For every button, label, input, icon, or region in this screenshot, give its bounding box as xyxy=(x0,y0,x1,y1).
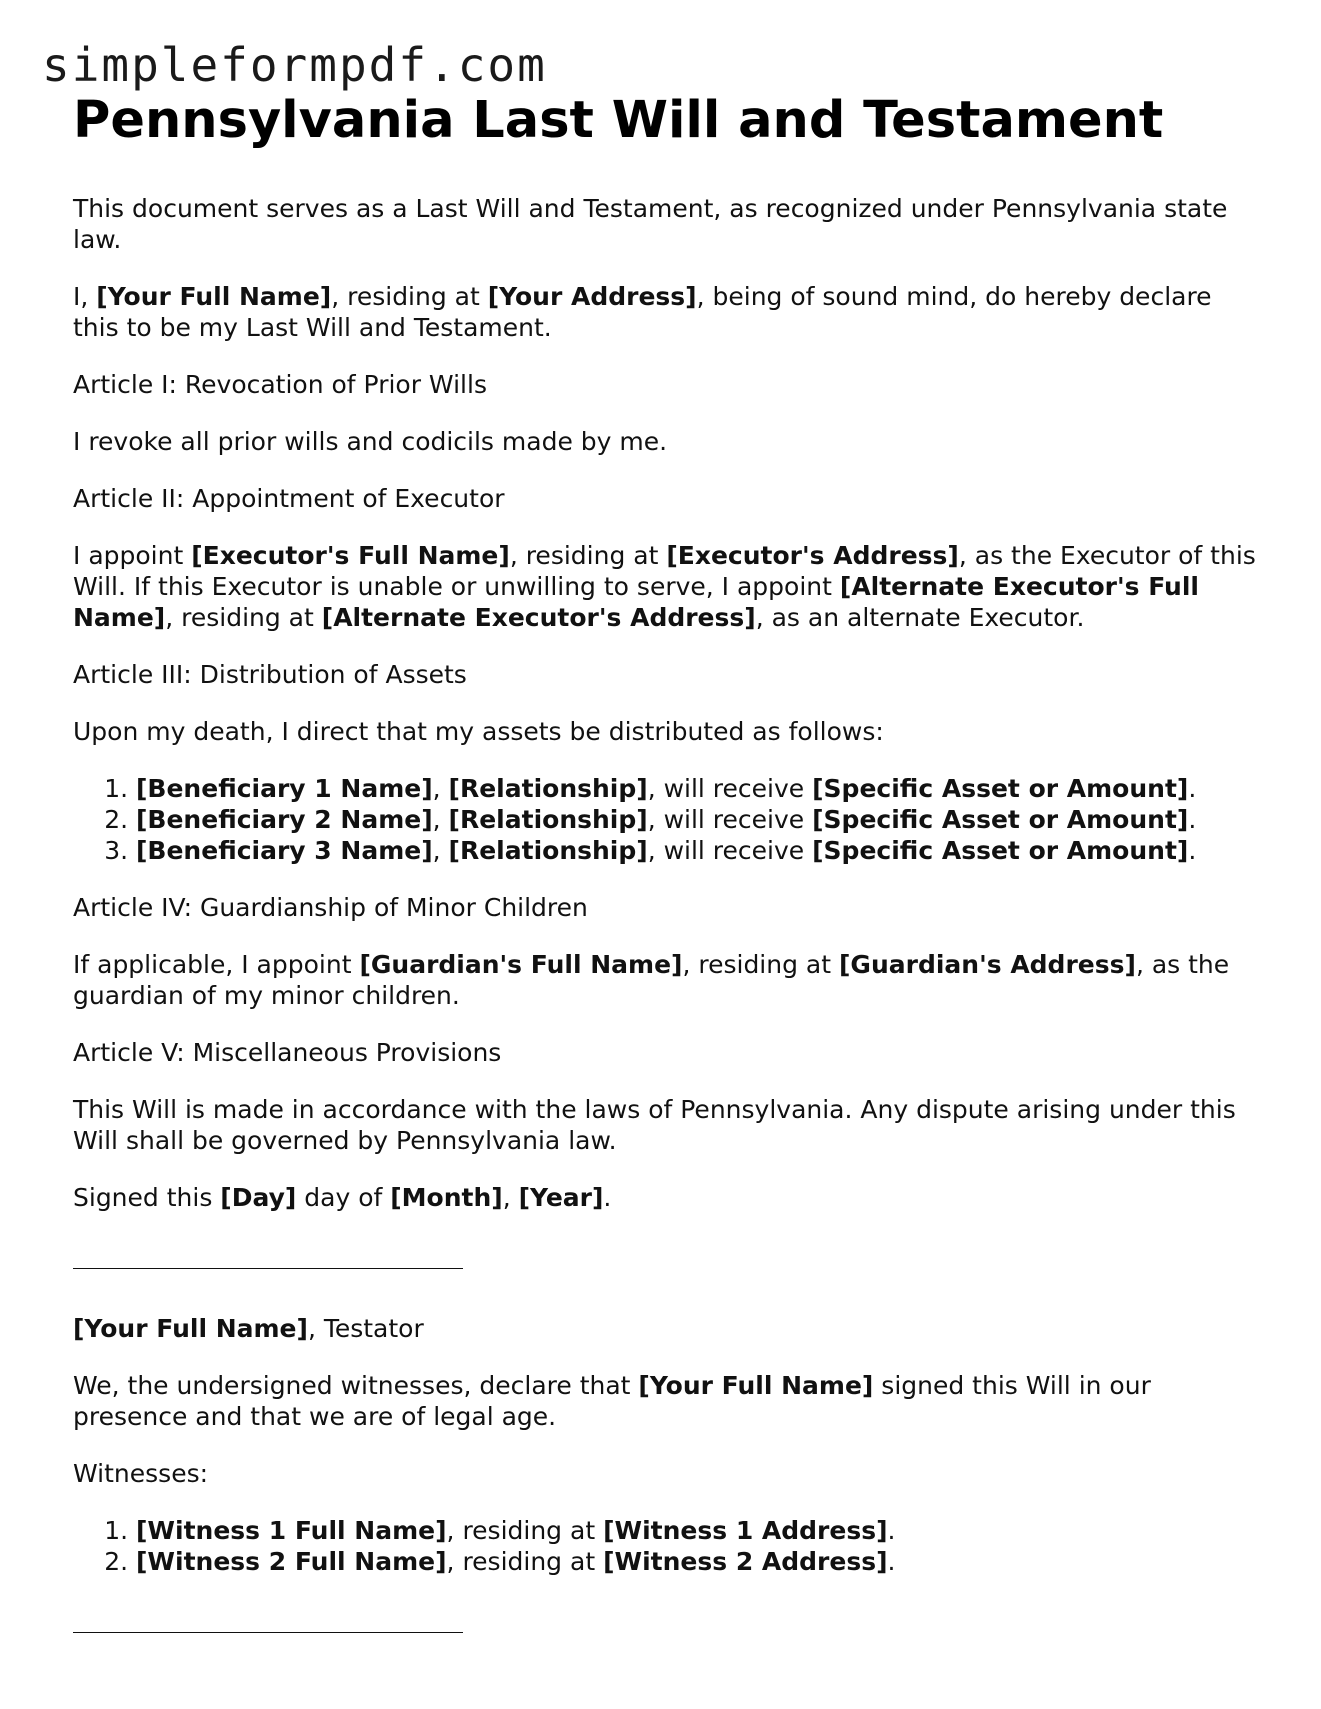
executor-name-placeholder: [Executor's Full Name] xyxy=(191,540,510,570)
article-5-text: This Will is made in accordance with the laws of Pennsylvania. Any dispute arising under this Will shall be governed by Pennsylvania law. xyxy=(73,1094,1236,1155)
list-item: 1. [Witness 1 Full Name], residing at [Witness 1 Address]. xyxy=(136,1515,1263,1546)
list-item: 2. [Beneficiary 2 Name], [Relationship], will receive [Specific Asset or Amount]. xyxy=(136,804,1263,835)
testator-signature-line[interactable] xyxy=(73,1251,463,1269)
page-title: Pennsylvania Last Will and Testament xyxy=(73,91,1164,150)
article-4-heading: Article IV: Guardianship of Minor Children xyxy=(73,892,588,922)
witness-declaration: We, the undersigned witnesses, declare that [Your Full Name] signed this Will in our presence and that we are of legal age. xyxy=(73,1370,1151,1431)
alternate-executor-address-placeholder: [Alternate Executor's Address] xyxy=(321,602,756,632)
witnesses-heading: Witnesses: xyxy=(73,1458,209,1488)
article-3-intro: Upon my death, I direct that my assets be distributed as follows: xyxy=(73,716,884,746)
signed-date-line: Signed this [Day] day of [Month], [Year]. xyxy=(73,1182,612,1212)
day-placeholder: [Day] xyxy=(220,1182,297,1212)
executor-address-placeholder: [Executor's Address] xyxy=(666,540,959,570)
beneficiary-list xyxy=(73,773,1263,866)
guardian-name-placeholder: [Guardian's Full Name] xyxy=(359,949,683,979)
month-placeholder: [Month] xyxy=(390,1182,503,1212)
alternate-executor-name-placeholder: [Alternate Executor's Full Name] xyxy=(73,571,1199,632)
list-item: 3. [Beneficiary 3 Name], [Relationship], will receive [Specific Asset or Amount]. xyxy=(136,835,1263,866)
article-5-heading: Article V: Miscellaneous Provisions xyxy=(73,1037,502,1067)
guardian-address-placeholder: [Guardian's Address] xyxy=(839,949,1136,979)
witness-signature-line[interactable] xyxy=(73,1615,463,1633)
site-watermark: simpleformpdf.com xyxy=(42,38,547,92)
article-2-heading: Article II: Appointment of Executor xyxy=(73,483,505,513)
testator-address-placeholder: [Your Address] xyxy=(487,281,697,311)
intro-paragraph: This document serves as a Last Will and Testament, as recognized under Pennsylvania state law. xyxy=(73,193,1228,254)
article-1-text: I revoke all prior wills and codicils made by me. xyxy=(73,426,668,456)
declaration-paragraph: I, [Your Full Name], residing at [Your Address], being of sound mind, do hereby declare this to be my Last Will and Testament. xyxy=(73,281,1212,342)
list-item: 2. [Witness 2 Full Name], residing at [Witness 2 Address]. xyxy=(136,1546,1263,1577)
article-3-heading: Article III: Distribution of Assets xyxy=(73,659,467,689)
article-4-text: If applicable, I appoint [Guardian's Full Name], residing at [Guardian's Address], as the guardian of my minor children. xyxy=(73,949,1230,1010)
list-item: 1. [Beneficiary 1 Name], [Relationship], will receive [Specific Asset or Amount]. xyxy=(136,773,1263,804)
will-document xyxy=(73,92,1263,1677)
year-placeholder: [Year] xyxy=(518,1182,604,1212)
article-2-text: I appoint [Executor's Full Name], residing at [Executor's Address], as the Executor of this Will. If this Executor is unable or unwilling to serve, I appoint [Alternate Executor's Full Name], residing at [Alternate Executor's Address], as an alternate Executor. xyxy=(73,540,1256,632)
article-1-heading: Article I: Revocation of Prior Wills xyxy=(73,369,487,399)
testator-name-placeholder: [Your Full Name] xyxy=(96,281,332,311)
testator-caption: [Your Full Name], Testator xyxy=(73,1313,424,1343)
witness-list xyxy=(73,1515,1263,1577)
